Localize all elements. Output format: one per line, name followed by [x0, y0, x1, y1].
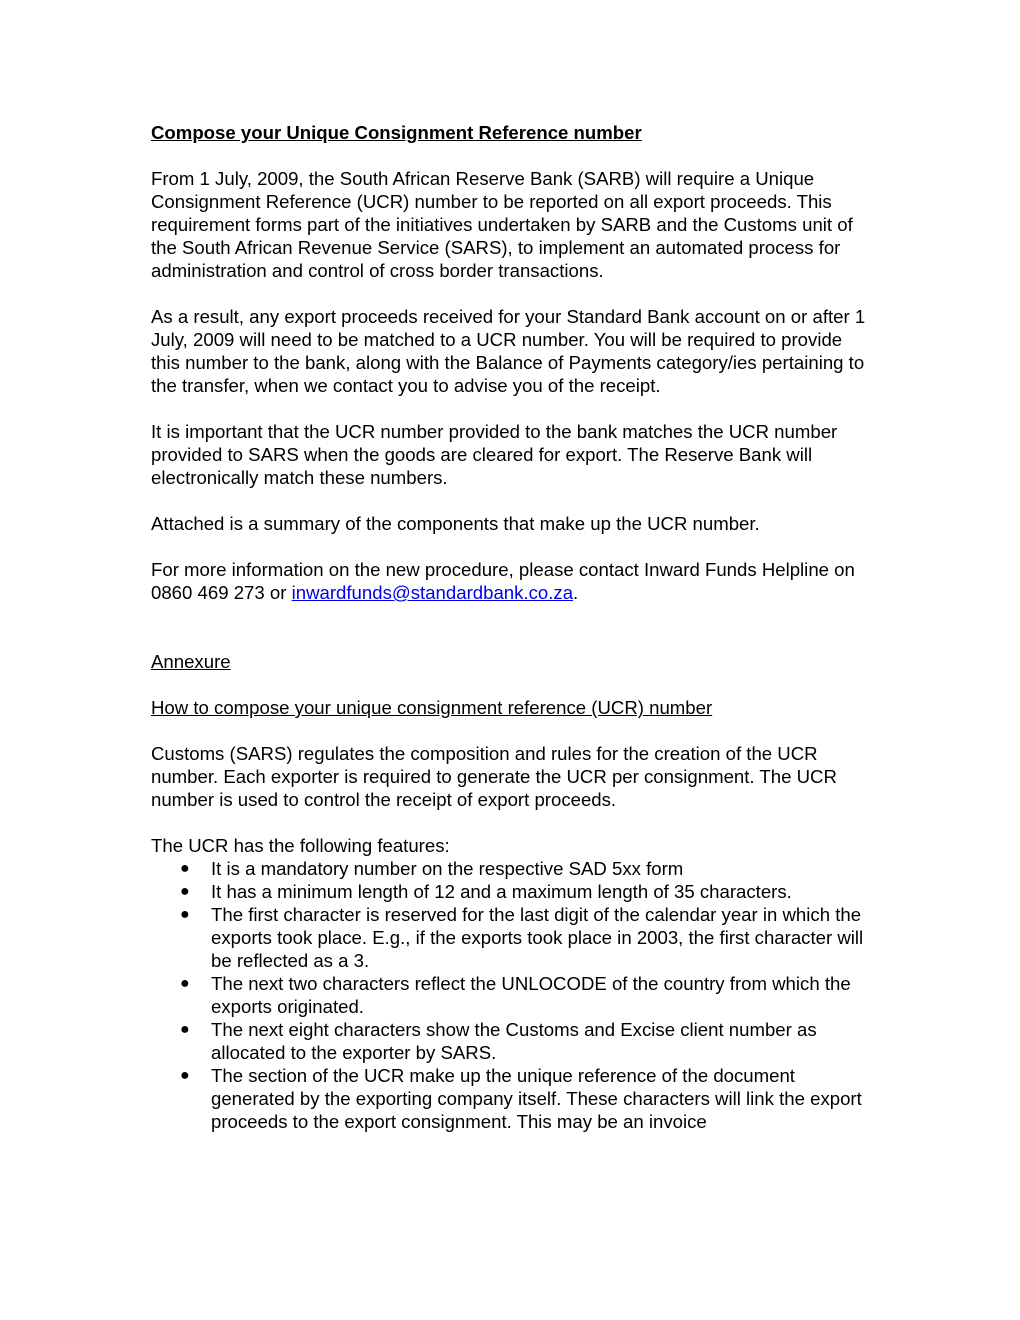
list-item	[180, 857, 873, 880]
document-title: Compose your Unique Consignment Reference number	[151, 122, 642, 143]
attached-summary-paragraph: Attached is a summary of the components that make up the UCR number.	[151, 513, 760, 534]
list-item	[180, 903, 873, 972]
intro-paragraph: From 1 July, 2009, the South African Reserve Bank (SARB) will require a Unique Consignment Reference (UCR) number to be reported on all export proceeds. This requirement forms part of the initiatives undertaken by SARB and the Customs unit of the South African Revenue Service (SARS), to implement an automated process for administration and control of cross border transactions.	[151, 168, 853, 281]
document-page	[151, 121, 873, 1133]
bullet-icon: ●	[180, 860, 190, 877]
list-item	[180, 1018, 873, 1064]
customs-paragraph: Customs (SARS) regulates the composition and rules for the creation of the UCR number. Each exporter is required to generate the UCR per consignment. The UCR number is used to control the receipt of export proceeds.	[151, 743, 837, 810]
annexure-heading: Annexure	[151, 651, 231, 672]
bullet-icon: ●	[180, 906, 190, 923]
bullet-icon: ●	[180, 1067, 190, 1084]
contact-suffix: .	[573, 582, 579, 603]
list-item-text: The next two characters reflect the UNLOCODE of the country from which the exports originated.	[211, 973, 851, 1017]
list-item	[180, 1064, 873, 1133]
list-item-text: The section of the UCR make up the unique reference of the document generated by the exporting company itself. These characters will link the export proceeds to the export consignment. This may be an invoice	[211, 1065, 862, 1132]
export-proceeds-paragraph: As a result, any export proceeds received for your Standard Bank account on or after 1 July, 2009 will need to be matched to a UCR number. You will be required to provide this number to the bank, along with the Balance of Payments category/ies pertaining to the transfer, when we contact you to advise you of the receipt.	[151, 306, 866, 396]
list-item-text: It is a mandatory number on the respective SAD 5xx form	[211, 858, 684, 879]
ucr-matching-paragraph: It is important that the UCR number provided to the bank matches the UCR number provided to SARS when the goods are cleared for export. The Reserve Bank will electronically match these numbers.	[151, 421, 838, 488]
email-link[interactable]: inwardfunds@standardbank.co.za	[291, 582, 574, 603]
bullet-icon: ●	[180, 883, 190, 900]
features-list	[151, 857, 873, 1133]
bullet-icon: ●	[180, 975, 190, 992]
contact-text: For more information on the new procedure, please contact Inward Funds Helpline on 0860 469 273 or	[151, 559, 855, 603]
list-item-text: The next eight characters show the Customs and Excise client number as allocated to the exporter by SARS.	[211, 1019, 817, 1063]
bullet-icon: ●	[180, 1021, 190, 1038]
list-item	[180, 972, 873, 1018]
list-item	[180, 880, 873, 903]
list-item-text: It has a minimum length of 12 and a maximum length of 35 characters.	[211, 881, 792, 902]
contact-paragraph	[151, 558, 873, 604]
features-intro: The UCR has the following features:	[151, 835, 450, 856]
list-item-text: The first character is reserved for the last digit of the calendar year in which the exports took place. E.g., if the exports took place in 2003, the first character will be reflected as a 3.	[211, 904, 864, 971]
howto-heading: How to compose your unique consignment reference (UCR) number	[151, 697, 713, 718]
